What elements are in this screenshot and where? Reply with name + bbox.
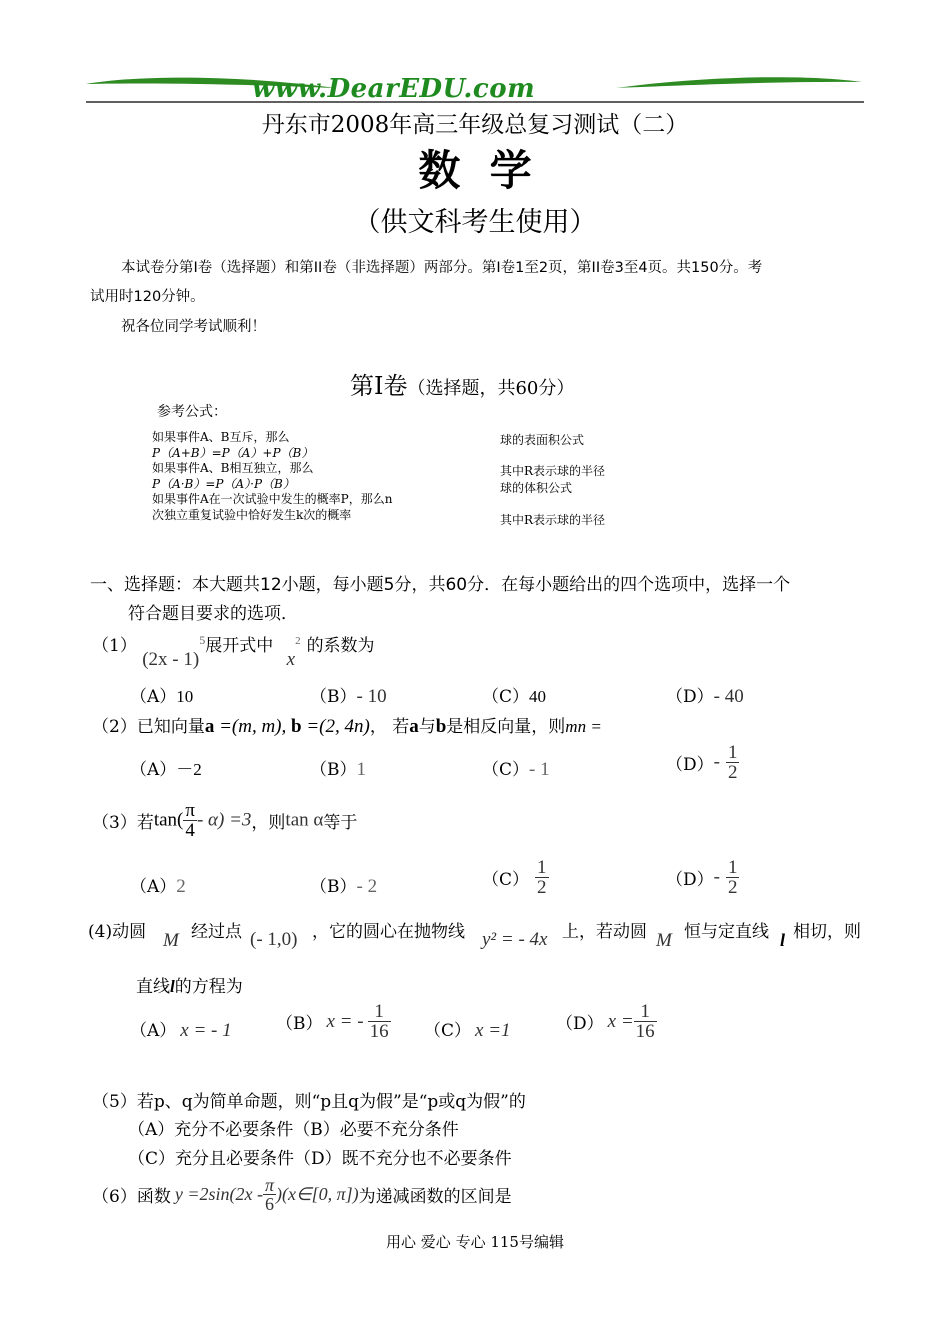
q4-choice-a[interactable] [130, 1016, 232, 1042]
q2-comma: ， [369, 717, 387, 737]
q5-choices-row-2[interactable]: （C）充分且必要条件（D）既不充分也不必要条件 [128, 1149, 512, 1169]
q4-choice-b-prefix: x = - [326, 1010, 364, 1032]
q2-choice-d-label: （D） [666, 755, 714, 775]
q4-choice-d-fraction [634, 1002, 657, 1041]
q1-term-exponent: 2 [295, 634, 301, 647]
q6-fraction-denominator: 6 [264, 1194, 274, 1214]
q4-circle-m-2: M [656, 930, 672, 951]
q1-choice-c-label: （C） [482, 687, 530, 707]
q3-choice-b[interactable] [310, 872, 377, 898]
q3-tan: tan( [153, 809, 184, 831]
q4-circle-m: M [163, 930, 179, 951]
q6-text-2: 为递减函数的区间是 [358, 1187, 512, 1207]
q2-choice-c-label: （C） [482, 760, 530, 780]
q4-line-l-ref: l [170, 977, 175, 996]
q2-choice-d-fraction [726, 743, 740, 782]
q3-text-2: ，则 [251, 813, 286, 833]
formula-left-6: 次独立重复试验中恰好发生k次的概率 [152, 507, 352, 522]
q4-choice-b-denominator: 16 [369, 1021, 389, 1042]
q4-choice-c-label: （C） [424, 1021, 472, 1041]
q1-binomial-base: (2x - 1) [142, 649, 200, 670]
q4-choice-a-value: x = - 1 [180, 1020, 232, 1041]
q3-choice-c-numerator: 1 [537, 857, 547, 878]
formula-left-5: 如果事件A在一次试验中发生的概率P，那么n [152, 492, 393, 506]
q2-mn: mn = [565, 717, 602, 736]
q1-term-var: x [286, 649, 296, 670]
q6-function-prefix: y =2sin(2x - [174, 1184, 263, 1204]
q4-text-1: 动圆 [112, 922, 147, 942]
q4-text-5: 恒与定直线 [684, 922, 769, 942]
q3-choice-b-label: （B） [310, 877, 357, 897]
q2-number: （2） [92, 717, 137, 737]
q3-fraction-denominator: 4 [185, 820, 195, 841]
intro-line-2: 试用时120分钟。 [90, 289, 205, 305]
exam-subtitle: 丹东市2008年高三年级总复习测试（二） [261, 112, 689, 138]
q3-text-1: 若 [136, 813, 154, 833]
q3-equation-rest: - α) =3 [196, 809, 252, 831]
q3-choice-a-value: 2 [176, 876, 186, 897]
q2-stem [92, 712, 602, 738]
q4-text-start [88, 917, 146, 942]
q2-text-2: 若 [392, 717, 410, 737]
intro-line-1: 本试卷分第I卷（选择题）和第II卷（非选择题）两部分。第I卷1至2页，第II卷3至4页。共150分。考 [121, 260, 763, 276]
q3-choice-b-value: - 2 [356, 876, 378, 897]
q2-choice-d[interactable] [666, 743, 739, 782]
part-1-heading: 一、选择题：本大题共12小题，每小题5分，共60分．在每小题给出的四个选项中，选择一个 [90, 575, 791, 595]
q2-text-3: 是相反向量，则 [446, 717, 566, 737]
q1-binomial-exponent: 5 [199, 632, 206, 647]
q1-binomial [142, 632, 206, 670]
q4-point: (- 1,0) [250, 929, 298, 950]
q2-choice-c[interactable] [482, 755, 550, 781]
q2-choice-d-numerator: 1 [727, 742, 738, 763]
q2-text-1: 已知向量 [136, 717, 205, 737]
q1-choice-a-value: 10 [176, 687, 194, 706]
q2-choice-a[interactable] [130, 755, 202, 780]
q4-text-6: 相切，则 [793, 922, 861, 942]
q1-choice-c-value: 40 [529, 687, 547, 706]
q1-number: （1） [92, 636, 137, 656]
q4-choice-d[interactable] [556, 1002, 657, 1041]
q2-vector-b-value: =(2, 4n) [301, 716, 370, 737]
q1-stem [92, 631, 375, 670]
q4-choice-c-value: x =1 [475, 1020, 511, 1041]
formula-left-4: P（A·B）=P（A）·P（B） [152, 476, 295, 491]
q3-choice-d-sign: - [713, 866, 720, 888]
q6-fraction [263, 1176, 276, 1213]
q4-choice-b-numerator: 1 [368, 1002, 391, 1022]
q2-vector-a-ref: a [409, 716, 419, 737]
q2-vector-b-ref: b [435, 716, 447, 737]
q3-text-3: 等于 [323, 813, 358, 833]
q2-choice-a-label: （A） [130, 760, 177, 780]
q4-choice-a-label: （A） [130, 1021, 177, 1041]
section-1-title-note: （选择题，共60分） [407, 378, 575, 399]
q1-choice-a[interactable] [130, 682, 193, 707]
q4-choice-d-denominator: 16 [635, 1021, 655, 1042]
q3-choice-c[interactable] [482, 858, 549, 897]
formula-list-left [152, 430, 392, 523]
formula-right-1: 球的表面积公式 [500, 433, 585, 447]
q3-stem [92, 801, 357, 840]
q2-choice-c-value: - 1 [529, 759, 550, 780]
q2-choice-d-sign: - [713, 751, 720, 773]
q4-text-3: ，它的圆心在抛物线 [312, 922, 465, 942]
audience-subtitle: （供文科考生使用） [353, 207, 597, 238]
section-1-title [350, 366, 574, 401]
q4-number: (4) [88, 922, 113, 942]
logo-text: www.DearEDU.com [252, 74, 536, 104]
q2-and: 与 [418, 717, 436, 737]
q1-choice-b-value: - 10 [356, 686, 387, 707]
q3-fraction [183, 801, 197, 840]
q4-line-2-text-a: 直线 [136, 977, 170, 997]
q6-fraction-numerator: π [264, 1175, 274, 1195]
q3-choice-c-label: （C） [482, 870, 530, 890]
q2-choice-b-label: （B） [310, 760, 357, 780]
q4-parabola: y² = - 4x [482, 929, 548, 950]
q6-text-1: 函数 [136, 1187, 171, 1207]
q4-line-2 [136, 972, 243, 997]
q4-choice-b-fraction [368, 1002, 391, 1041]
q4-text-4: 上，若动圆 [562, 922, 647, 942]
q3-number: （3） [92, 813, 137, 833]
q6-number: （6） [92, 1187, 137, 1207]
page-footer: 用心 爱心 专心 115号编辑 [386, 1233, 564, 1251]
q3-choice-d[interactable] [666, 858, 739, 897]
logo-swoosh-right [616, 77, 862, 88]
q4-line-2-text-b: 的方程为 [174, 977, 243, 997]
q4-choice-c[interactable] [424, 1016, 511, 1042]
q5-choices-row-1[interactable]: （A）充分不必要条件（B）必要不充分条件 [128, 1120, 459, 1140]
q2-choice-a-value: －2 [176, 760, 202, 779]
q1-choice-c[interactable] [482, 682, 546, 707]
q4-text-2: 经过点 [191, 922, 242, 942]
q3-choice-a-label: （A） [130, 877, 177, 897]
q1-text-2: 的系数为 [306, 636, 375, 656]
page-title: 数 学 [418, 146, 532, 195]
q1-choice-d-label: （D） [666, 687, 714, 707]
formula-heading: 参考公式： [157, 404, 227, 420]
formula-right-3: 球的体积公式 [500, 481, 573, 495]
q5-stem: （5）若p、q为简单命题，则“p且q为假”是“p或q为假”的 [92, 1092, 526, 1112]
q3-choice-d-numerator: 1 [727, 857, 738, 878]
formula-right-2: 其中R表示球的半径 [500, 464, 606, 478]
formula-left-1: 如果事件A、B互斥，那么 [152, 430, 290, 444]
q1-term [286, 634, 301, 670]
q2-choice-b[interactable] [310, 755, 366, 781]
q2-vector-a-value: =(m, m), [214, 716, 291, 737]
q3-choice-d-denominator: 2 [727, 877, 738, 898]
q2-choice-b-value: 1 [356, 759, 366, 780]
formula-right-4: 其中R表示球的半径 [500, 513, 606, 527]
q1-choice-a-label: （A） [130, 687, 177, 707]
q4-choice-d-prefix: x = [607, 1010, 634, 1032]
q4-choice-b-label: （B） [276, 1014, 323, 1034]
q2-vector-a: a [204, 716, 215, 737]
q6-stem [92, 1176, 512, 1213]
q3-choice-d-label: （D） [666, 870, 714, 890]
q2-vector-b: b [291, 716, 302, 737]
q4-choice-d-label: （D） [556, 1014, 604, 1034]
q4-choice-d-numerator: 1 [634, 1002, 657, 1022]
q3-choice-d-fraction [726, 858, 740, 897]
q4-choice-b[interactable] [276, 1002, 391, 1041]
q2-choice-d-denominator: 2 [727, 762, 738, 783]
q4-line-l: l [780, 930, 786, 950]
q3-choice-c-denominator: 2 [537, 877, 547, 898]
q3-tan-alpha: tan α [285, 809, 324, 831]
section-1-title-main: 第I卷 [350, 372, 408, 400]
q1-text-1: 展开式中 [205, 636, 274, 656]
good-luck-line: 祝各位同学考试顺利！ [121, 319, 266, 335]
q1-choice-b-label: （B） [310, 687, 357, 707]
q6-function-domain: )(x∈[0, π]) [275, 1184, 359, 1204]
q3-choice-a[interactable] [130, 872, 186, 898]
formula-left-2: P（A+B）=P（A）+P（B） [152, 445, 314, 460]
q1-choice-d-value: - 40 [713, 686, 744, 707]
q1-choice-d[interactable] [666, 682, 744, 708]
q3-fraction-numerator: π [185, 800, 195, 821]
q3-choice-c-fraction [535, 858, 549, 897]
part-1-heading-cont: 符合题目要求的选项． [128, 604, 298, 624]
formula-left-3: 如果事件A、B相互独立，那么 [152, 461, 314, 475]
q1-choice-b[interactable] [310, 682, 387, 708]
